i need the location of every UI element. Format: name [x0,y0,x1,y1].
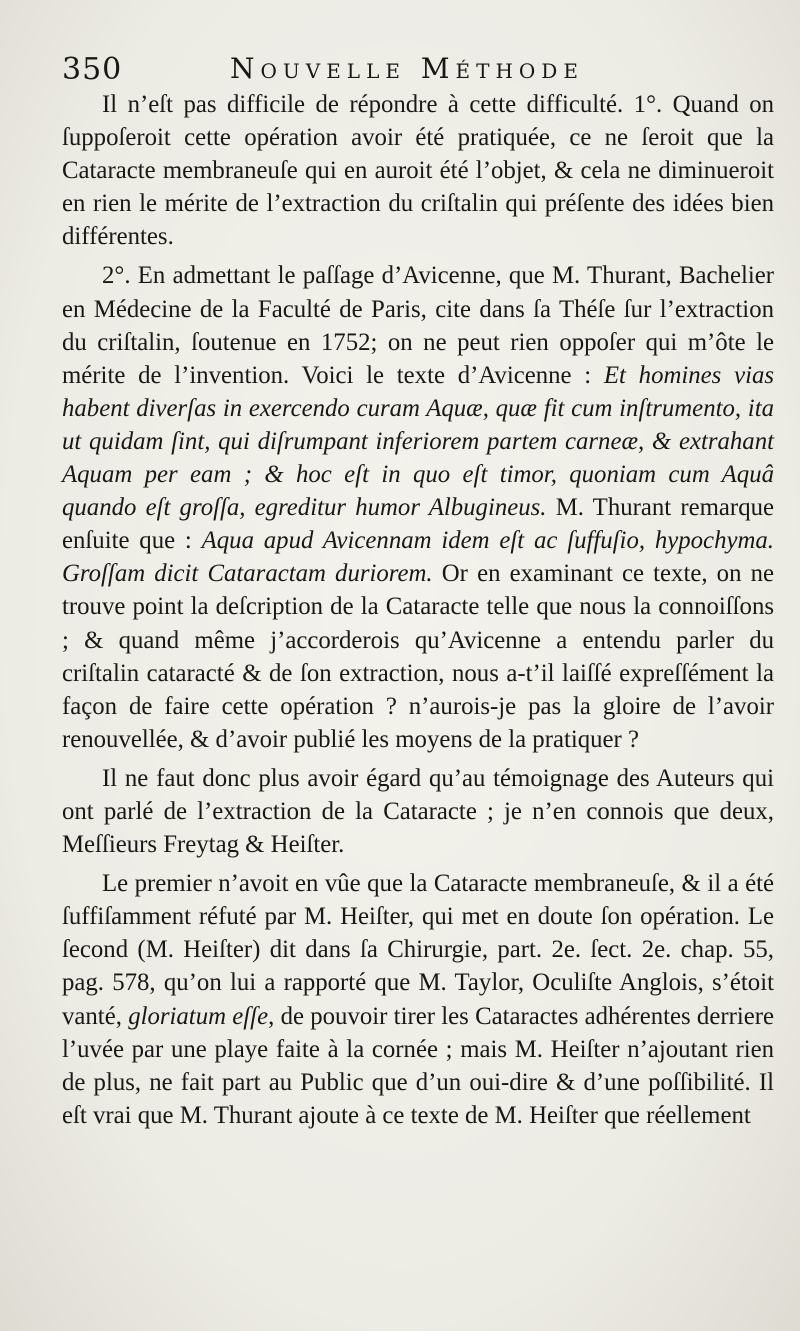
paragraph-2 [62,259,774,755]
running-title: Nouvelle Méthode [230,52,584,85]
latin-phrase: gloriatum eſſe [128,1002,269,1030]
page-number: 350 [62,52,123,87]
paragraph-1: Il n’eſt pas difficile de répondre à cette difficulté. 1°. Quand on ſuppoſeroit cette opération avoir été pratiquée, ce ne ſeroit que la Cataracte membraneuſe qui en auroit été l’objet, & cela ne diminueroit en rien le mérite de l’extraction du criſtalin qui préſente des idées bien différentes. [62,91,774,251]
page-header [62,52,762,92]
avicenna-quote: Et homines vias habent diverſas in exercendo curam Aquæ, quæ fit cum inſtrumento, ita ut quidam ſint, qui diſrumpant inferiorem partem carneæ, & extrahant Aquam per eam ; & hoc eſt in quo eſt timor, quoniam cum Aquâ quando eſt groſſa, egreditur humor Albugineus. [62,361,775,522]
paragraph-2-text-a: 2°. En admettant le paſſage d’Avicenne, que M. Thurant, Bachelier en Médecine de la Faculté de Paris, cite dans ſa Théſe ſur l’extraction du criſtalin, ſoutenue en 1752; on ne peut rien oppoſer qui m’ôte le mérite de l’invention. Voici le texte d’Avicenne : [62,262,774,389]
paragraph-3: Il ne faut donc plus avoir égard qu’au témoignage des Auteurs qui ont parlé de l’extraction de la Cataracte ; je n’en connois que deux, Meſſieurs Freytag & Heiſter. [62,764,774,859]
thurant-quote: Aqua apud Avicennam idem eſt ac ſuffuſio, hypochyma. Groſſam dicit Cataractam duriorem. [62,527,774,588]
paragraph-2-text-b: M. Thurant remarque enſuite que : [62,494,774,555]
paragraph-4-text-b: , de pouvoir tirer les Cataractes adhérentes derriere l’uvée par une playe faite à la cornée ; mais M. Heiſter n’ajoutant rien de plus, ne fait part au Public que d’un oui-dire & d’une poſſibilité. Il eſt vrai que M. Thurant ajoute à ce texte de M. Heiſter que réellement [62,1002,774,1129]
paragraph-2-text-c: Or en examinant ce texte, on ne trouve point la deſcription de la Cataracte telle que nous la connoiſſons ; & quand même j’accorderois qu’Avicenne a entendu parler du criſtalin cataracté & de ſon extraction, nous a-t’il laiſſé expreſſément la façon de faire cette opération ? n’aurois-je pas la gloire de l’avoir renouvellée, & d’avoir publié les moyens de la pratiquer ? [62,560,774,753]
paragraph-4-text-a: Le premier n’avoit en vûe que la Cataracte membraneuſe, & il a été ſuffiſamment réfuté par M. Heiſter, qui met en doute ſon opération. Le ſecond (M. Heiſter) dit dans ſa Chirurgie, part. 2e. ſect. 2e. chap. 55, pag. 578, qu’on lui a rapporté que M. Taylor, Oculiſte Anglois, s’étoit vanté, [62,870,774,1030]
paragraph-4 [62,867,774,1132]
page-body [62,88,774,1132]
